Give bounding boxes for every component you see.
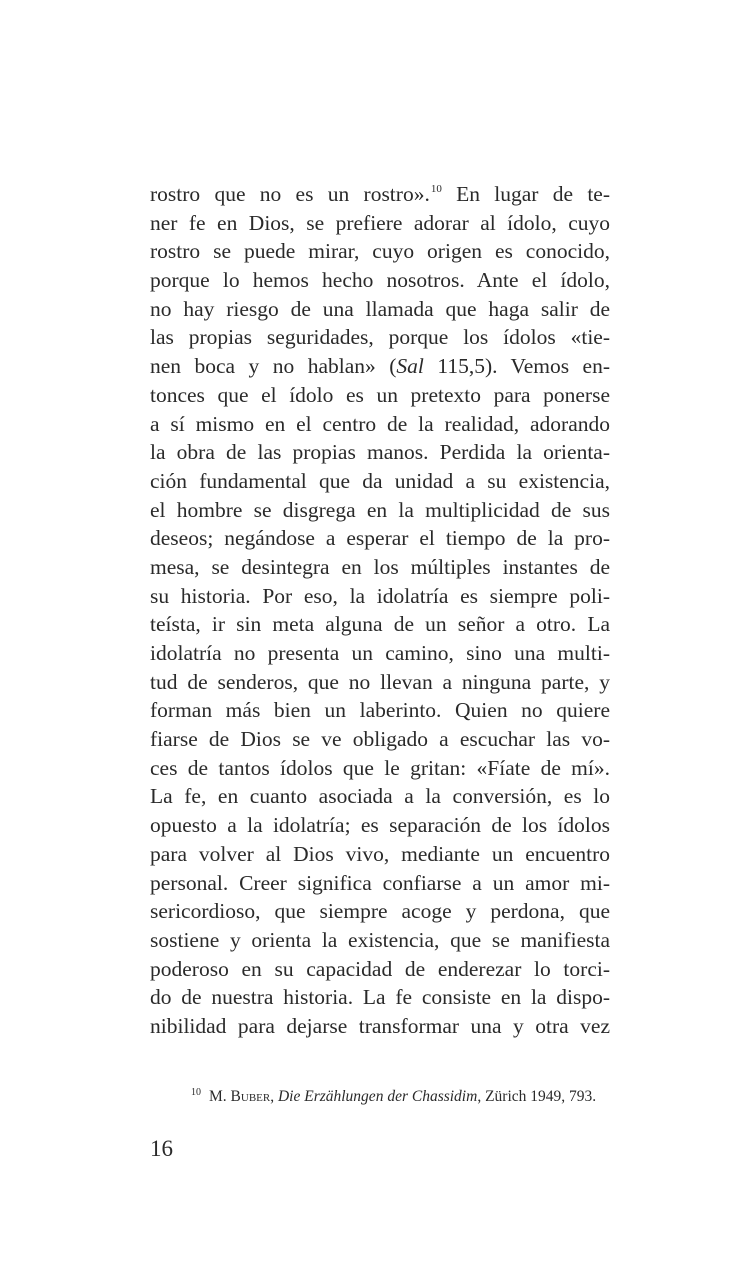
footnote-details: , Zürich 1949, 793. (477, 1088, 597, 1105)
footnote-author-rest: uber (240, 1088, 271, 1105)
text-line: tud de senderos, que no llevan a ninguna parte, y (150, 669, 610, 694)
text-line (150, 180, 610, 209)
text-line: no hay riesgo de una llamada que haga salir de (150, 296, 610, 321)
text-line: deseos; negándose a esperar el tiempo de la pro- (150, 526, 610, 551)
text-line: sericordioso, que siempre acoge y perdona, que (150, 899, 610, 924)
footnote-reference[interactable]: 10 (430, 183, 442, 195)
text-line: a sí mismo en el centro de la realidad, adorando (150, 411, 610, 436)
footnote-number: 10 (191, 1087, 201, 1098)
text-line: opuesto a la idolatría; es separación de los ídolos (150, 813, 610, 838)
text-line (150, 352, 610, 381)
text-line: su historia. Por eso, la idolatría es siempre poli- (150, 583, 610, 608)
text-line: sostiene y orienta la existencia, que se manifiesta (150, 927, 610, 952)
text-line: el hombre se disgrega en la multiplicidad de sus (150, 497, 610, 522)
body-text (150, 180, 610, 1041)
text-line: porque lo hemos hecho nosotros. Ante el ídolo, (150, 268, 610, 293)
text-line: forman más bien un laberinto. Quien no quiere (150, 698, 610, 723)
footnote-author-initial: M. B (209, 1088, 241, 1105)
text-line: tonces que el ídolo es un pretexto para ponerse (150, 382, 610, 407)
text-line: las propias seguridades, porque los ídolos «tie- (150, 325, 610, 350)
citation-italic: Sal (396, 354, 424, 379)
text-line: do de nuestra historia. La fe consiste en la dispo- (150, 985, 610, 1010)
text-line: para volver al Dios vivo, mediante un encuentro (150, 841, 610, 866)
footnote: $^{10}$ M. Buber, Die Erzählungen der Chassidim, Zürich 1949, 793. (191, 1087, 597, 1105)
text-segment: rostro que no es un rostro». (150, 182, 430, 206)
text-line: idolatría no presenta un camino, sino una multi- (150, 641, 610, 665)
text-line: nibilidad para dejarse transformar una y otra vez (150, 1013, 610, 1038)
text-line: personal. Creer significa confiarse a un amor mi- (150, 870, 610, 895)
text-line: ces de tantos ídolos que le gritan: «Fíate de mí». (150, 755, 610, 780)
page-number: 16 (150, 1136, 173, 1161)
text-line: rostro se puede mirar, cuyo origen es conocido, (150, 239, 610, 264)
footnote-title: Die Erzählungen der Chassidim (277, 1088, 478, 1105)
text-line: ner fe en Dios, se prefiere adorar al ídolo, cuyo (150, 210, 610, 235)
text-line: fiarse de Dios se ve obligado a escuchar las vo- (150, 727, 610, 752)
text-segment: 115,5). Vemos en- (423, 354, 610, 379)
text-line: poderoso en su capacidad de enderezar lo torci- (150, 956, 610, 981)
text-line: teísta, ir sin meta alguna de un señor a otro. La (150, 612, 610, 637)
text-line: La fe, en cuanto asociada a la conversión, es lo (150, 784, 610, 809)
text-line: mesa, se desintegra en los múltiples instantes de (150, 554, 610, 579)
text-segment: nen boca y no hablan» ( (150, 354, 397, 379)
text-segment: En lugar de te- (441, 182, 610, 206)
text-line: la obra de las propias manos. Perdida la orienta- (150, 440, 610, 465)
text-line: ción fundamental que da unidad a su existencia, (150, 468, 610, 493)
